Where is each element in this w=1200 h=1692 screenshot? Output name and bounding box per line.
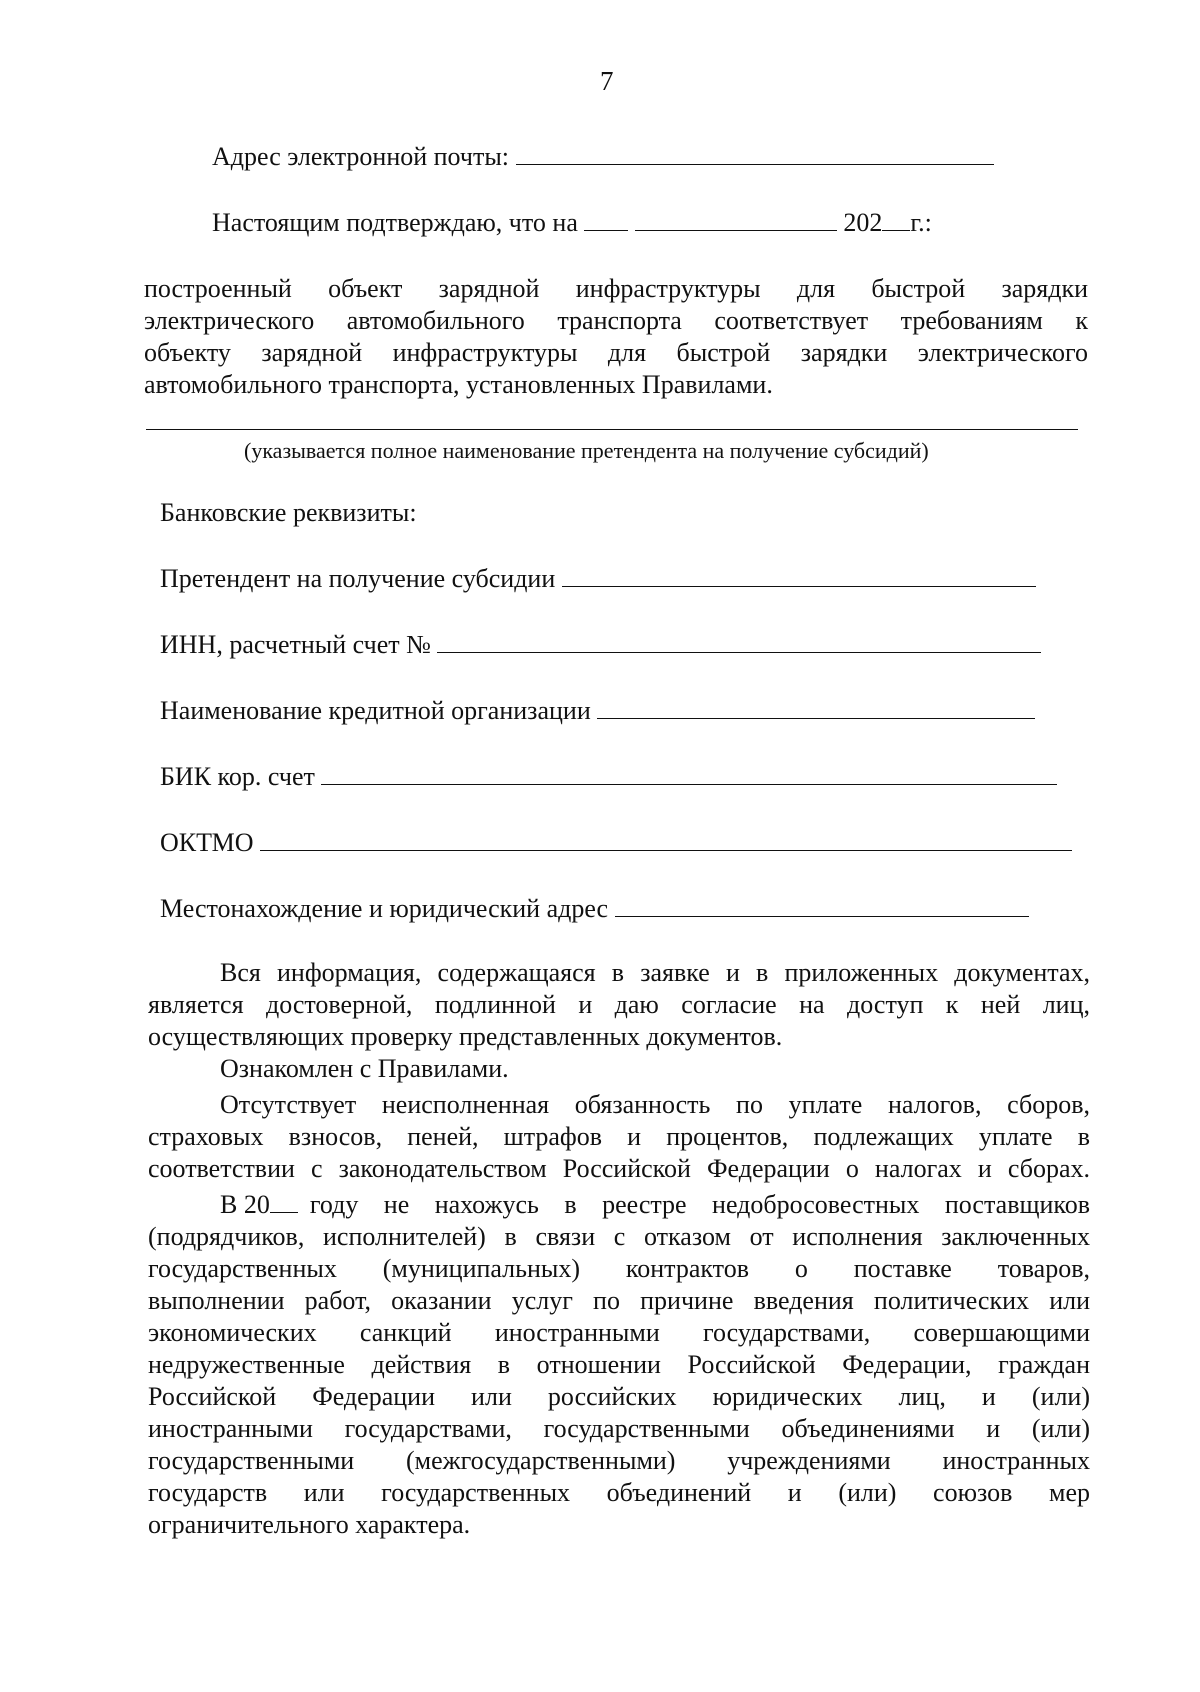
email-line: [212, 142, 994, 172]
address-field[interactable]: [615, 915, 1029, 917]
bik-field[interactable]: [321, 783, 1057, 785]
bank-title: Банковские реквизиты:: [160, 498, 417, 527]
para4-line: государств или государственных объединений и (или) союзов мер: [148, 1478, 1090, 1507]
para4-year-field[interactable]: [270, 1211, 298, 1213]
applicant-field[interactable]: [562, 585, 1036, 587]
para3-line: соответствии с законодательством Российской Федерации о налогах и сборах.: [148, 1154, 1090, 1183]
inn-label: ИНН, расчетный счет №: [160, 630, 431, 659]
page-number: 7: [600, 66, 614, 96]
familiar-line: Ознакомлен с Правилами.: [220, 1054, 509, 1083]
oktmo-field[interactable]: [260, 849, 1072, 851]
address-label: Местонахождение и юридический адрес: [160, 894, 609, 923]
para4-line: иностранными государствами, государственными объединениями и (или): [148, 1414, 1090, 1443]
applicant-label: Претендент на получение субсидии: [160, 564, 556, 593]
email-label: Адрес электронной почты:: [212, 142, 510, 171]
bik-label: БИК кор. счет: [160, 762, 315, 791]
credit-org-field[interactable]: [597, 717, 1035, 719]
email-field[interactable]: [516, 163, 994, 165]
day-field[interactable]: [584, 229, 628, 231]
para4-line: Российской Федерации или российских юридических лиц, и (или): [148, 1382, 1090, 1411]
confirm-suffix: г.:: [910, 208, 932, 237]
para1-line: автомобильного транспорта, установленных Правилами.: [144, 370, 773, 399]
para4-line: ограничительного характера.: [148, 1510, 471, 1539]
para4-first-rest: году не нахожусь в реестре недобросовестных поставщиков: [309, 1190, 1090, 1219]
para2-line: является достоверной, подлинной и даю согласие на доступ к ней лиц,: [148, 990, 1090, 1019]
address-line: [160, 894, 1029, 924]
credit-org-line: [160, 696, 1035, 726]
applicant-line: [160, 564, 1036, 594]
confirm-prefix: Настоящим подтверждаю, что на: [212, 208, 578, 237]
credit-org-label: Наименование кредитной организации: [160, 696, 591, 725]
bik-line: [160, 762, 1057, 792]
para4-line: государственных (муниципальных) контрактов о поставке товаров,: [148, 1254, 1090, 1283]
applicant-name-field[interactable]: [146, 429, 1078, 430]
para2-line: Вся информация, содержащаяся в заявке и в приложенных документах,: [220, 958, 1090, 987]
para3-line: страховых взносов, пеней, штрафов и процентов, подлежащих уплате в: [148, 1122, 1090, 1151]
para1-line: электрического автомобильного транспорта соответствует требованиям к: [144, 306, 1088, 335]
para1-line: объекту зарядной инфраструктуры для быстрой зарядки электрического: [144, 338, 1088, 367]
inn-field[interactable]: [437, 651, 1041, 653]
inn-line: [160, 630, 1041, 660]
caption: (указывается полное наименование претендента на получение субсидий): [244, 438, 929, 463]
para3-line: Отсутствует неисполненная обязанность по уплате налогов, сборов,: [220, 1090, 1090, 1119]
confirm-line: [212, 208, 932, 238]
para4-line: государственными (межгосударственными) учреждениями иностранных: [148, 1446, 1090, 1475]
oktmo-line: [160, 828, 1072, 858]
year-field[interactable]: [882, 229, 910, 231]
para4-line: недружественные действия в отношении Российской Федерации, граждан: [148, 1350, 1090, 1379]
para4-first-line: [220, 1190, 1090, 1220]
para4-year-prefix: В 20: [220, 1190, 270, 1219]
para2-line: осуществляющих проверку представленных документов.: [148, 1022, 783, 1051]
para4-line: экономических санкций иностранными государствами, совершающими: [148, 1318, 1090, 1347]
para4-line: выполнении работ, оказании услуг по причине введения политических или: [148, 1286, 1090, 1315]
confirm-year: 202: [843, 208, 883, 237]
oktmo-label: ОКТМО: [160, 828, 254, 857]
para1-line: построенный объект зарядной инфраструктуры для быстрой зарядки: [144, 274, 1088, 303]
month-field[interactable]: [635, 229, 837, 231]
para4-line: (подрядчиков, исполнителей) в связи с отказом от исполнения заключенных: [148, 1222, 1090, 1251]
